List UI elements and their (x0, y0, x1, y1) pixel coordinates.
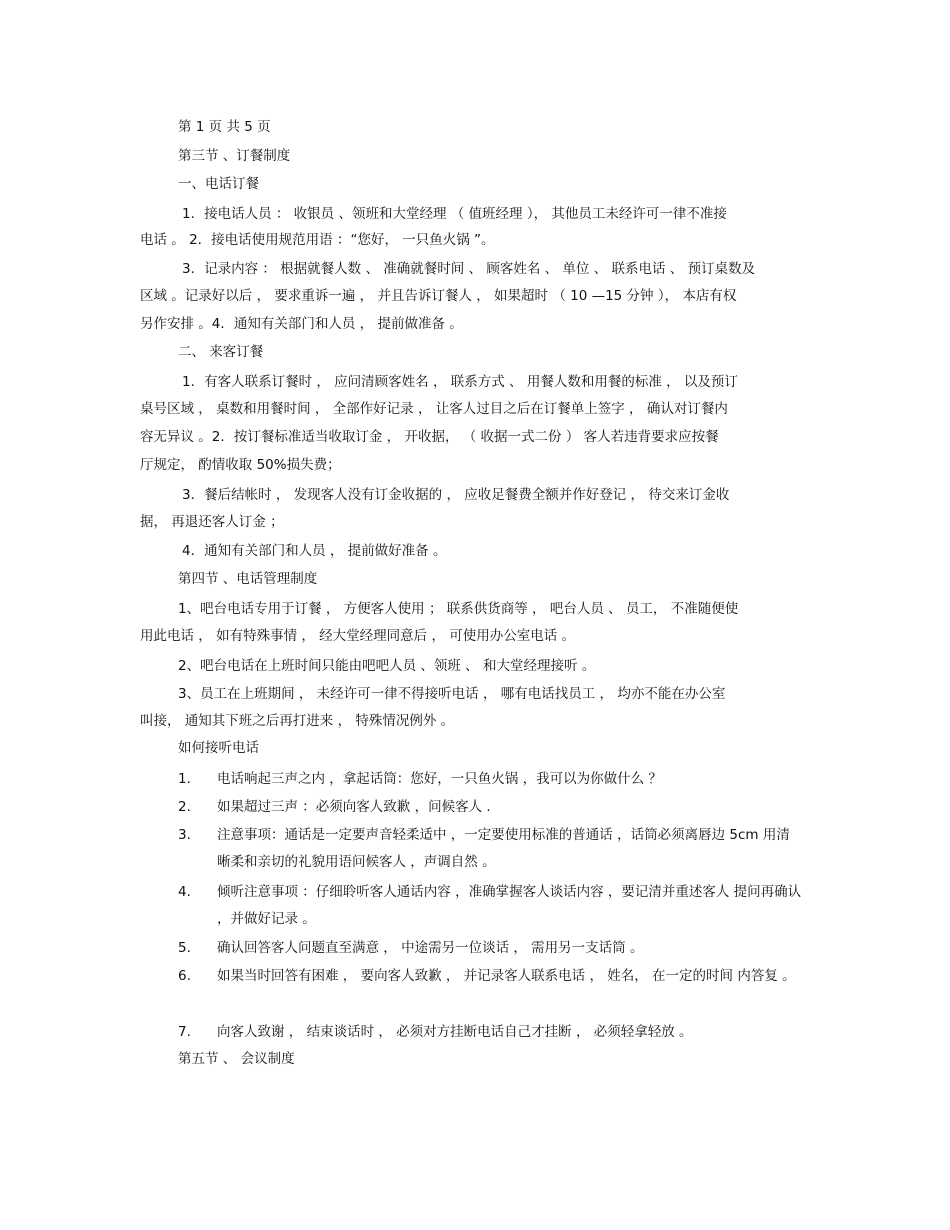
para-3-line-3: 容无异议 。2．按订餐标准适当收取订金 ， 开收据， （ 收据一式二份 ） 客人若违背要求应按餐 (140, 429, 719, 445)
list-item-text: 确认回答客人问题直至满意 ， 中途需另一位谈话 ， 需用另一支话筒 。 (217, 940, 644, 956)
section-3-title: 第三节 、订餐制度 (178, 148, 291, 164)
para-3-line-2: 桌号区域 ， 桌数和用餐时间 ， 全部作好记录 ， 让客人过目之后在订餐单上签字 ， 确认对订餐内 (140, 401, 728, 417)
rule-3-line-1: 3、员工在上班期间 ， 未经许可一律不得接听电话 ， 哪有电话找员工 ， 均亦不能在办公室 (178, 686, 726, 702)
list-item-text: 电话响起三声之内 ，拿起话筒：您好，一只鱼火锅 ，我可以为你做什么 ？ (217, 771, 662, 787)
para-4-line-1: 3．餐后结帐时 ， 发现客人没有订金收据的 ， 应收足餐费全额并作好登记 ， 待交来订金收 (182, 487, 730, 503)
para-1-line-2: 电话 。 2．接电话使用规范用语 ：“您好， 一只鱼火锅 ”。 (140, 232, 495, 248)
list-item-number: 2. (178, 799, 191, 815)
list-item-text: 如果当时回答有困难 ， 要向客人致歉 ， 并记录客人联系电话 ， 姓名， 在一定的时间 内答复 。 (217, 968, 796, 984)
list-item-number: 3. (178, 827, 191, 843)
para-2-line-1: 3．记录内容 ： 根据就餐人数 、 准确就餐时间 、 顾客姓名 、 单位 、 联系电话 、 预订桌数及 (182, 261, 756, 277)
section-4-title: 第四节 、电话管理制度 (178, 571, 318, 587)
list-item-text: 倾听注意事项 ：仔细聆听客人通话内容 ，准确掌握客人谈话内容 ，要记清并重述客人 提问再确认 ，并做好记录 。 (217, 884, 802, 927)
list-item-text: 注意事项：通话是一定要声音轻柔适中 ，一定要使用标准的普通话 ，话筒必须离唇边 5cm 用清晰柔和亲切的礼貌用语问候客人 ，声调自然 。 (217, 827, 790, 870)
how-to-answer-title: 如何接听电话 (178, 740, 259, 756)
rule-3-line-2: 叫接， 通知其下班之后再打进来 ， 特殊情况例外 。 (140, 713, 455, 729)
para-1-line-1: 1．接电话人员 ： 收银员 、领班和大堂经理 （ 值班经理 ）， 其他员工未经许可一律不准接 (182, 206, 727, 222)
page-info: 第 1 页 共 5 页 (178, 119, 271, 135)
para-5: 4．通知有关部门和人员 ， 提前做好准备 。 (182, 543, 447, 559)
rule-1-line-1: 1、吧台电话专用于订餐 ， 方便客人使用 ； 联系供货商等 ， 吧台人员 、 员工， 不准随便使 (178, 601, 739, 617)
subsection-phone-order: 一、电话订餐 (178, 176, 259, 192)
subsection-walkin-order: 二、 来客订餐 (178, 344, 264, 360)
para-2-line-2: 区域 。记录好以后 ， 要求重诉一遍 ， 并且告诉订餐人 ， 如果超时 （ 10 —15 分钟 ）， 本店有权 (140, 288, 737, 304)
list-item-number: 1. (178, 771, 191, 787)
list-item-number: 6. (178, 968, 191, 984)
para-4-line-2: 据， 再退还客人订金 ； (140, 514, 284, 530)
list-item-text: 向客人致谢 ， 结束谈话时 ， 必须对方挂断电话自己才挂断 ， 必须轻拿轻放 。 (217, 1024, 693, 1040)
list-item-text: 如果超过三声 ：必须向客人致歉 ，问候客人 . (217, 799, 491, 815)
list-item-number: 4. (178, 884, 191, 900)
list-item-number: 5. (178, 940, 191, 956)
para-3-line-1: 1．有客人联系订餐时 ， 应问清顾客姓名 ， 联系方式 、 用餐人数和用餐的标准 ， 以及预订 (182, 374, 738, 390)
list-item-number: 7. (178, 1024, 191, 1040)
section-5-title: 第五节 、 会议制度 (178, 1051, 295, 1067)
para-2-line-3: 另作安排 。4．通知有关部门和人员 ， 提前做准备 。 (140, 316, 463, 332)
rule-2: 2、吧台电话在上班时间只能由吧吧人员 、领班 、 和大堂经理接听 。 (178, 658, 596, 674)
rule-1-line-2: 用此电话 ， 如有特殊事情 ， 经大堂经理同意后 ， 可使用办公室电话 。 (140, 628, 576, 644)
para-3-line-4: 厅规定， 酌情收取 50%损失费； (140, 457, 341, 473)
